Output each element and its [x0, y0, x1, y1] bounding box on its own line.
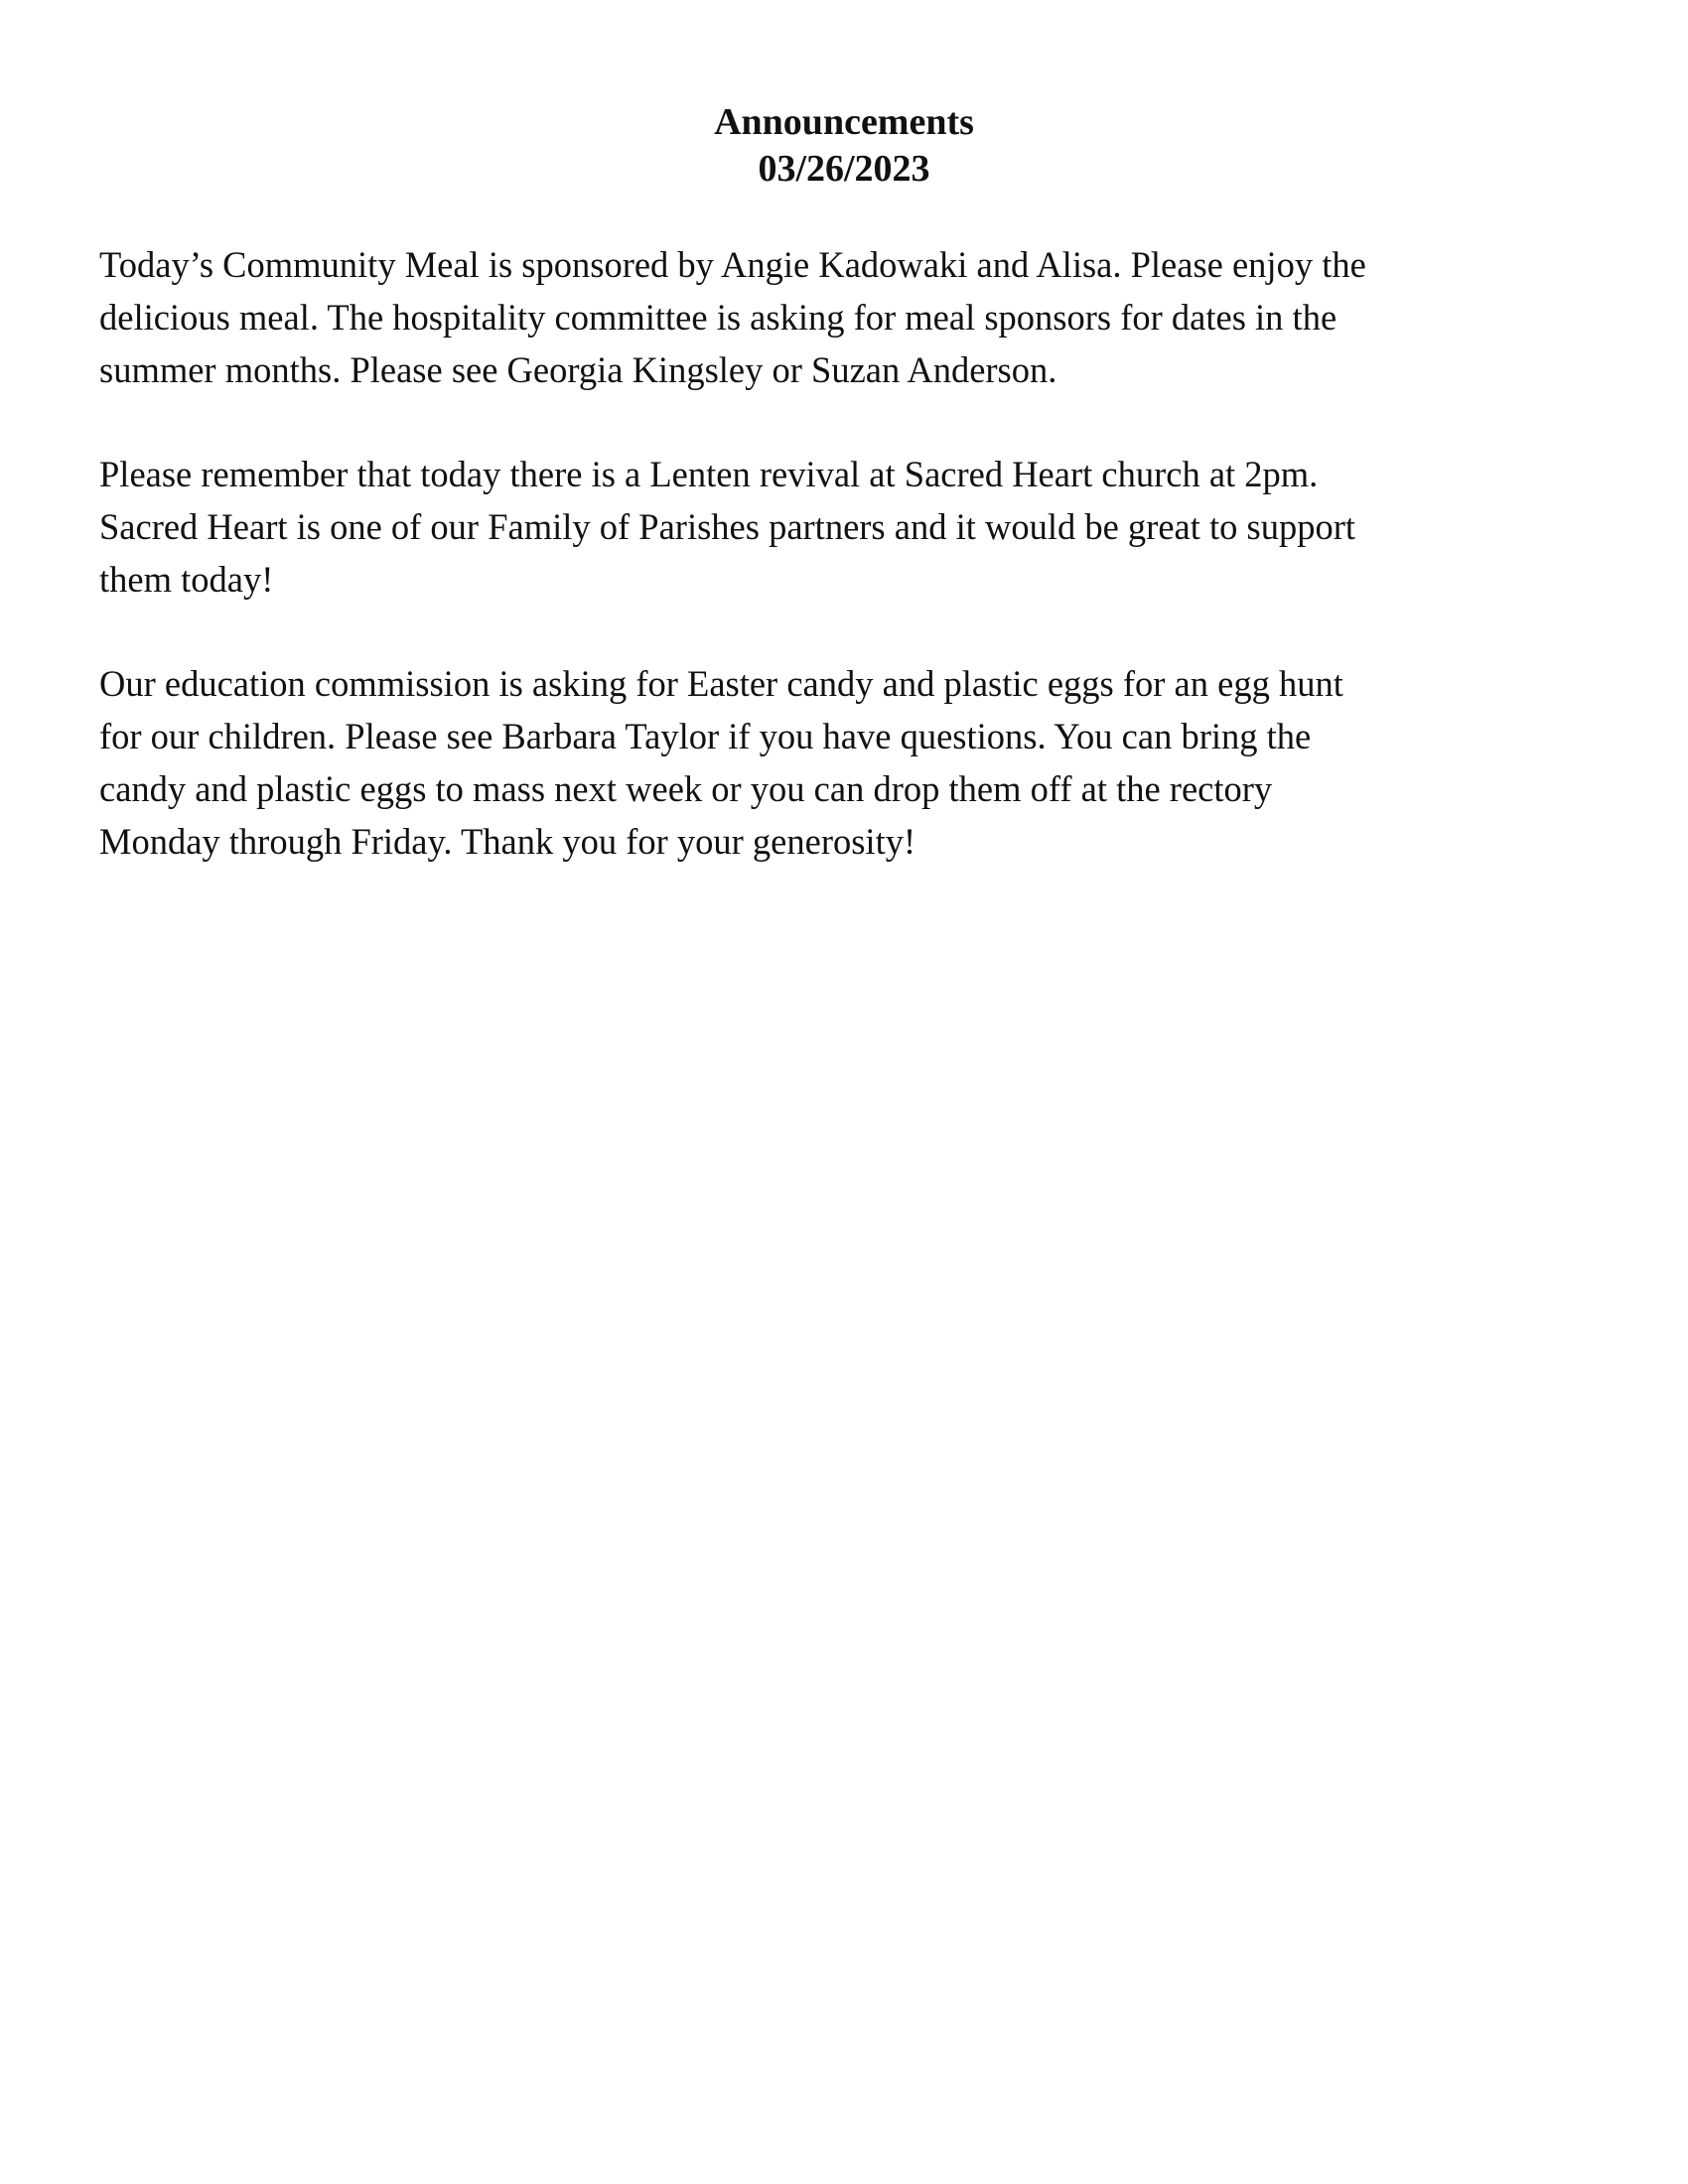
text-line: them today!: [99, 559, 274, 600]
announcements-body: [99, 238, 1599, 919]
announcement-easter-egg-hunt: [99, 657, 1599, 868]
text-line: summer months. Please see Georgia Kingsley or Suzan Anderson.: [99, 349, 1057, 390]
announcement-lenten-revival: [99, 448, 1599, 606]
text-line: Please remember that today there is a Lenten revival at Sacred Heart church at 2pm.: [99, 454, 1319, 494]
text-line: Monday through Friday. Thank you for your generosity!: [99, 821, 916, 862]
document-header: [0, 99, 1688, 193]
text-line: Sacred Heart is one of our Family of Parishes partners and it would be great to support: [99, 506, 1356, 547]
text-line: candy and plastic eggs to mass next week or you can drop them off at the rectory: [99, 768, 1273, 809]
announcement-community-meal: [99, 238, 1599, 396]
text-line: Today’s Community Meal is sponsored by Angie Kadowaki and Alisa. Please enjoy the: [99, 244, 1366, 285]
text-line: delicious meal. The hospitality committee is asking for meal sponsors for dates in the: [99, 297, 1337, 338]
text-line: Our education commission is asking for Easter candy and plastic eggs for an egg hunt: [99, 663, 1343, 704]
page-title: Announcements: [714, 101, 974, 143]
text-line: for our children. Please see Barbara Taylor if you have questions. You can bring the: [99, 716, 1312, 756]
announcement-date: 03/26/2023: [758, 148, 930, 190]
